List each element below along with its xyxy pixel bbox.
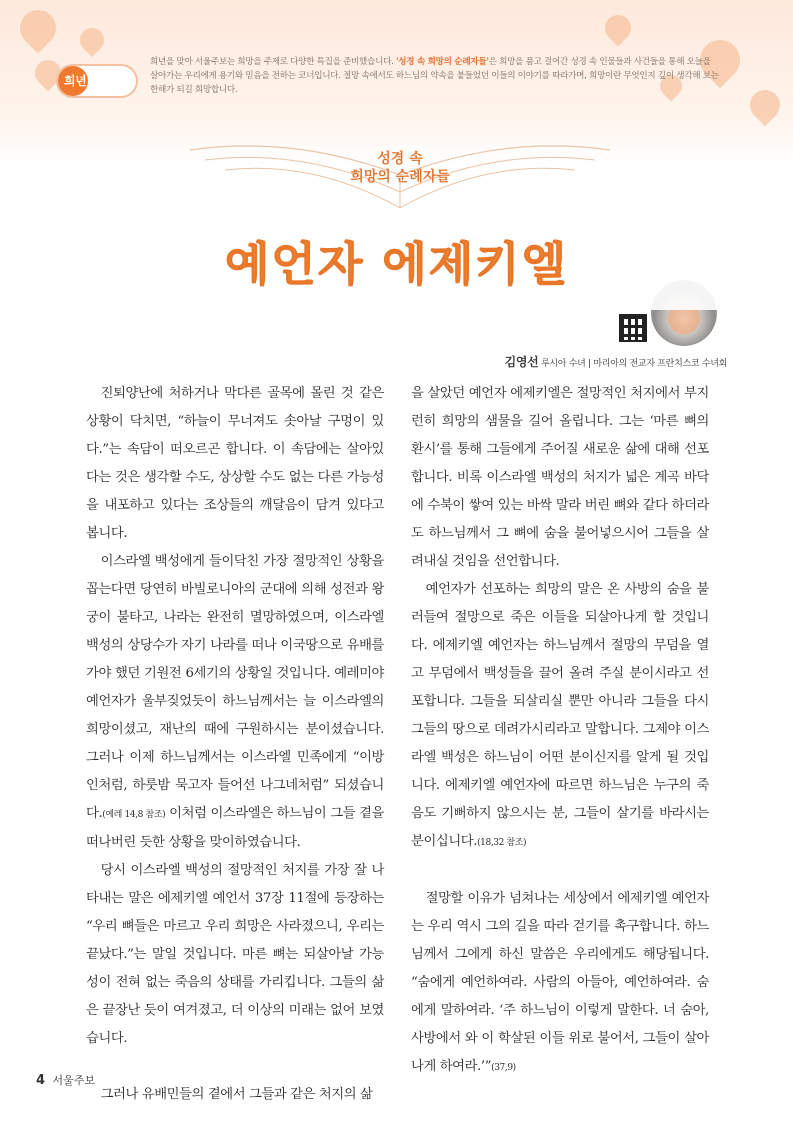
- qr-code-icon[interactable]: [619, 314, 647, 342]
- page-number: 4: [36, 1073, 46, 1088]
- paragraph: 진퇴양난에 처하거나 막다른 골목에 몰린 것 같은 상황이 닥치면, “하늘이 무너져도 솟아날 구멍이 있다.”는 속담이 떠오르곤 합니다. 이 속담에는 살아있다는 것은 생각할 수도, 상상할 수도 없는 다른 가능성을 내포하고 있다는 조상들의 깨달음이 담겨 있다고 봅니다.: [86, 386, 384, 541]
- intro-series-name: '성경 속 희망의 순례자들': [395, 57, 489, 67]
- scripture-reference: (18,32 참조): [477, 838, 527, 848]
- page-footer: [36, 1072, 95, 1088]
- author-separator: |: [588, 359, 591, 369]
- author-name: 김영선: [504, 355, 539, 369]
- paragraph: 을 살았던 예언자 에제키엘은 절망적인 처지에서 부지런히 희망의 샘물을 길어 올립니다. 그는 ‘마른 뼈의 환시’를 통해 그들에게 주어질 새로운 삶에 대해 선포합니다. 비록 이스라엘 백성의 처지가 넓은 계곡 바닥에 수북이 쌓여 있는 바싹 말라 버린 뼈와 같다 하더라도 하느님께서 그 뼈에 숨을 불어넣으시어 그들을 살려내실 것임을 선언합니다.: [411, 386, 709, 569]
- series-title: 성경 속 희망의 순례자들: [350, 151, 450, 185]
- paragraph: 절망할 이유가 넘쳐나는 세상에서 에제키엘 예언자는 우리 역시 그의 길을 따라 걷기를 촉구합니다. 하느님께서 그에게 하신 말씀은 우리에게도 해당됩니다. “숨에게 예언하여라. 사람의 아들아, 예언하여라. 숨에게 말하여라. ‘주 하느님이 이렇게 말한다. 너 숨아, 사방에서 와 이 학살된 이들 위로 불어서, 그들이 살아나게 하여라.’”(37,9): [411, 891, 709, 1074]
- scripture-reference: (37,9): [491, 1063, 516, 1073]
- author-org: 마리아의 전교자 프란치스코 수녀회: [593, 359, 727, 369]
- article-title: 예언자 에제키엘: [224, 237, 569, 291]
- article-column-left: [86, 380, 384, 1109]
- section-tag-label: 희년 특집: [64, 74, 113, 88]
- paragraph: 이스라엘 백성에게 들이닥친 가장 절망적인 상황을 꼽는다면 당연히 바빌로니아의 군대에 의해 성전과 왕궁이 불타고, 나라는 완전히 멸망하였으며, 이스라엘 백성의 상당수가 자기 나라를 떠나 이국땅으로 유배를 가야 했던 기원전 6세기의 상황일 것입니다. 예레미야 예언자가 울부짖었듯이 하느님께서는 늘 이스라엘의 희망이셨고, 재난의 때에 구원하시는 분이셨습니다. 그러나 이제 하느님께서는 이스라엘 민족에게 “이방인처럼, 하룻밤 묵고자 들어선 나그네처럼” 되셨습니다.(예레 14,8 참조) 이처럼 이스라엘은 하느님이 그들 곁을 떠나버린 듯한 상황을 맞이하였습니다.: [86, 554, 385, 850]
- author-role: 루시아 수녀: [541, 359, 586, 369]
- paragraph: 예언자가 선포하는 희망의 말은 온 사방의 숨을 불러들여 절망으로 죽은 이들을 되살아나게 할 것입니다. 에제키엘 예언자는 하느님께서 절망의 무덤을 열고 무덤에서 백성들을 끌어 올려 주실 분이시라고 선포합니다. 그들을 되살리실 뿐만 아니라 그들을 다시 그들의 땅으로 데려가시리라고 말합니다. 그제야 이스라엘 백성은 하느님이 어떤 분이신지를 알게 될 것입니다. 에제키엘 예언자에 따르면 하느님은 누구의 죽음도 기뻐하지 않으시는 분, 그들이 살기를 바라시는 분이십니다.(18,32 참조): [411, 582, 709, 849]
- paragraph: 당시 이스라엘 백성의 절망적인 처지를 가장 잘 나타내는 말은 에제키엘 예언서 37장 11절에 등장하는 “우리 뼈들은 마르고 우리 희망은 사라졌으니, 우리는 끝났다.”는 말일 것입니다. 마른 뼈는 되살아날 가능성이 전혀 없는 죽음의 상태를 가리킵니다. 그들의 삶은 끝장난 듯이 여겨졌고, 더 이상의 미래는 없어 보였습니다.: [86, 863, 384, 1046]
- intro-text: 희년을 맞아 서울주보는 희망을 주제로 다양한 특집을 준비했습니다. '성경 속 희망의 순례자들'은 희망을 품고 걸어간 성경 속 인물들과 사건들을 통해 오늘을 살아가는 우리에게 용기와 믿음을 전하는 코너입니다. 절망 속에서도 하느님의 약속을 붙들었던 이들의 이야기를 따라가며, 희망이란 무엇인지 깊이 생각해 보는 한해가 되길 희망합니다.: [150, 57, 719, 95]
- article-column-right: [411, 380, 709, 1082]
- author-byline: [505, 353, 727, 370]
- scripture-reference: (예레 14,8 참조): [102, 810, 166, 820]
- publication-name: 서울주보: [52, 1074, 96, 1087]
- paragraph: 그러나 유배민들의 곁에서 그들과 같은 처지의 삶: [100, 1087, 373, 1102]
